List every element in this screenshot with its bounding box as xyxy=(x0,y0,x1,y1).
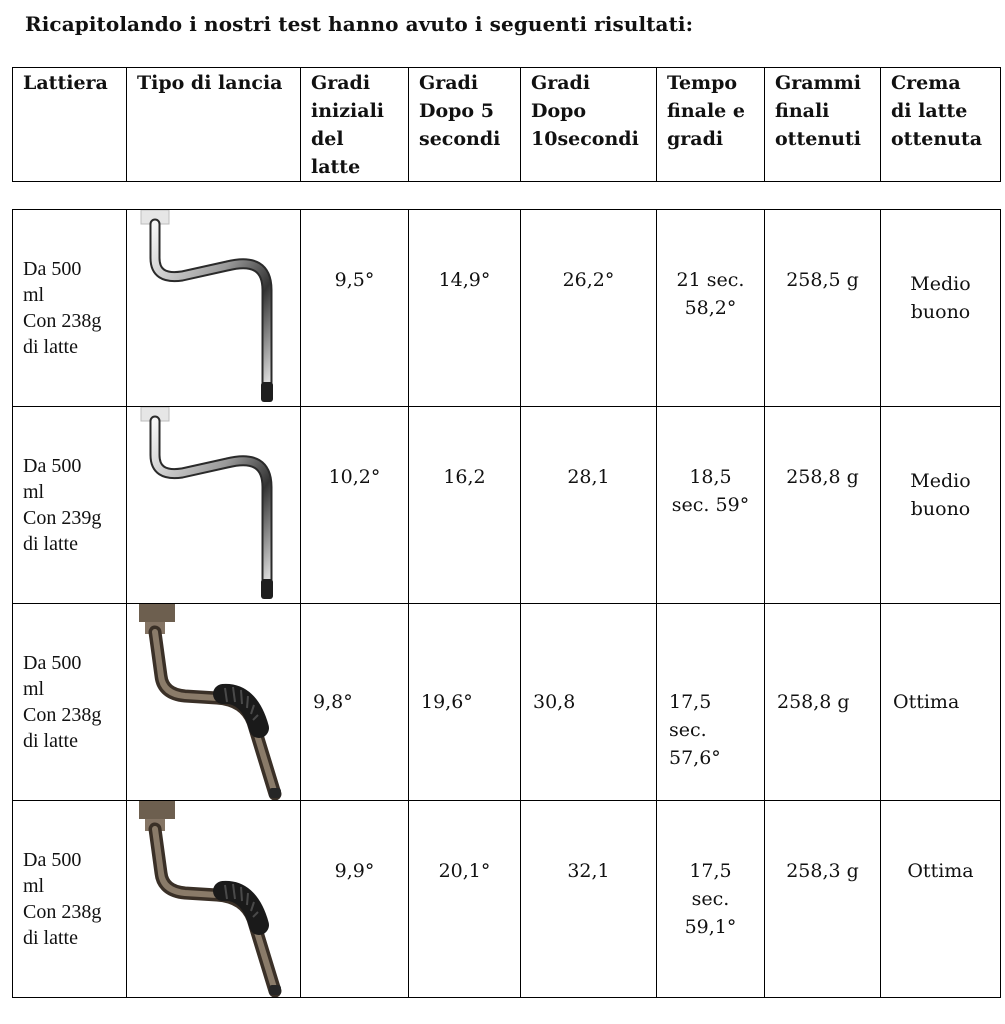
lancia-cell xyxy=(127,801,301,998)
gradi-10s-cell: 26,2° xyxy=(521,210,657,407)
lattiera-cell: Da 500 ml Con 238g di latte xyxy=(13,604,127,801)
gradi-iniziali-cell: 10,2° xyxy=(301,407,409,604)
crema-cell: Ottima xyxy=(881,604,1001,801)
header-row xyxy=(13,68,1001,182)
gradi-iniziali-cell: 9,9° xyxy=(301,801,409,998)
grammi-cell: 258,8 g xyxy=(765,604,881,801)
chrome-steam-wand-icon xyxy=(127,210,301,406)
gradi-5s-cell: 20,1° xyxy=(409,801,521,998)
crema-cell: Medio buono xyxy=(881,407,1001,604)
lancia-cell xyxy=(127,407,301,604)
page-title: Ricapitolando i nostri test hanno avuto i seguenti risultati: xyxy=(25,12,694,36)
gradi-5s-cell: 16,2 xyxy=(409,407,521,604)
grammi-cell: 258,8 g xyxy=(765,407,881,604)
crema-cell: Ottima xyxy=(881,801,1001,998)
results-table xyxy=(12,209,1001,998)
column-header-tipo-di-lancia: Tipo di lancia xyxy=(127,68,301,182)
table-row xyxy=(13,407,1001,604)
lancia-cell xyxy=(127,604,301,801)
grammi-cell: 258,5 g xyxy=(765,210,881,407)
lattiera-cell: Da 500 ml Con 239g di latte xyxy=(13,407,127,604)
gradi-5s-cell: 19,6° xyxy=(409,604,521,801)
bronze-steam-wand-with-grip-icon xyxy=(127,801,301,997)
gradi-iniziali-cell: 9,5° xyxy=(301,210,409,407)
lancia-cell xyxy=(127,210,301,407)
column-header-gradi-5-secondi: Gradi Dopo 5 secondi xyxy=(409,68,521,182)
results-table-header xyxy=(12,67,1001,182)
grammi-cell: 258,3 g xyxy=(765,801,881,998)
column-header-gradi-10-secondi: Gradi Dopo 10secondi xyxy=(521,68,657,182)
table-row xyxy=(13,604,1001,801)
column-header-lattiera: Lattiera xyxy=(13,68,127,182)
tempo-finale-cell: 21 sec. 58,2° xyxy=(657,210,765,407)
tempo-finale-cell: 17,5 sec. 57,6° xyxy=(657,604,765,801)
crema-cell: Medio buono xyxy=(881,210,1001,407)
gradi-10s-cell: 32,1 xyxy=(521,801,657,998)
column-header-crema-di-latte: Crema di latte ottenuta xyxy=(881,68,1001,182)
column-header-tempo-finale: Tempo finale e gradi xyxy=(657,68,765,182)
column-header-grammi-finali: Grammi finali ottenuti xyxy=(765,68,881,182)
gradi-5s-cell: 14,9° xyxy=(409,210,521,407)
column-header-gradi-iniziali: Gradi iniziali del latte xyxy=(301,68,409,182)
bronze-steam-wand-with-grip-icon xyxy=(127,604,301,800)
gradi-10s-cell: 30,8 xyxy=(521,604,657,801)
table-row xyxy=(13,801,1001,998)
gradi-iniziali-cell: 9,8° xyxy=(301,604,409,801)
table-row xyxy=(13,210,1001,407)
tempo-finale-cell: 17,5 sec. 59,1° xyxy=(657,801,765,998)
gradi-10s-cell: 28,1 xyxy=(521,407,657,604)
lattiera-cell: Da 500 ml Con 238g di latte xyxy=(13,210,127,407)
chrome-steam-wand-icon xyxy=(127,407,301,603)
lattiera-cell: Da 500 ml Con 238g di latte xyxy=(13,801,127,998)
tempo-finale-cell: 18,5 sec. 59° xyxy=(657,407,765,604)
